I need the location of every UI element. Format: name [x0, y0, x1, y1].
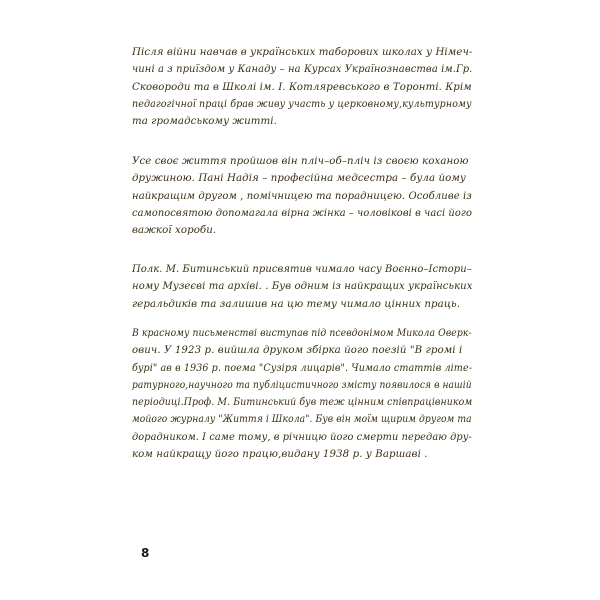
paragraph-line: педагогічної праці брав живу участь у церковному,культурному [132, 98, 472, 110]
paragraph-4 [132, 325, 472, 463]
paragraph-line: геральдиків та залишив на цю тему чимало цінних праць. [132, 298, 461, 310]
paragraph-2 [132, 153, 472, 239]
paragraph-line: дружиною. Пані Надія – професійна медсестра – була йому [132, 173, 466, 185]
paragraph-line: самопосвятою допомагала вірна жінка – чоловікові в часі його [132, 207, 472, 219]
paragraph-line: чині а з приїздом у Канаду – на Курсах Українознавства ім.Гр. [132, 64, 473, 76]
paragraph-line: Після війни навчав в українських таборових школах у Німеч- [132, 47, 473, 58]
paragraph-line: ному Музеєві та архіві. . Був одним із найкращих українських [132, 281, 473, 293]
paragraph-line: та громадському житті. [132, 116, 277, 128]
paragraph-line: Усе своє життя пройшов він пліч–об–пліч із своєю коханою [132, 156, 469, 167]
paragraph-line: найкращим другом , помічницею та порадницею. Особливе із [132, 190, 472, 202]
paragraph-3 [132, 261, 472, 313]
page-number: 8 [141, 546, 150, 560]
paragraph-line: ком найкращу його працю,видану 1938 р. у Варшаві . [132, 449, 428, 461]
paragraph-line: важкої хороби. [132, 225, 217, 237]
paragraph-line: дорадником. І саме тому, в річницю його смерти передаю дру- [132, 431, 472, 443]
paragraph-line: бурі" ав в 1936 р. поема "Сузіря лицарів". Чимало статтів літе- [132, 362, 473, 374]
paragraph-line: Сковороди та в Школі ім. І. Котляревського в Торонті. Крім [132, 81, 472, 93]
paragraph-line: ратурного,научного та публіцистичного змісту появилося в нашій [132, 379, 472, 391]
paragraph-line: ович. У 1923 р. вийшла друком збірка його поезій "В громі і [132, 345, 463, 357]
paragraph-1 [132, 44, 472, 130]
paragraph-line: Полк. М. Битинський присвятив чимало часу Воєнно–Істори– [132, 264, 472, 275]
paragraph-line: В красному письменстві виступав під псевдонімом Микола Оверк- [132, 328, 472, 339]
paragraph-line: мойого журналу "Життя і Школа". Був він моїм щирим другом та [132, 414, 472, 426]
paragraph-line: періодиці.Проф. М. Битинський був теж цінним співпрацівником [132, 397, 473, 409]
